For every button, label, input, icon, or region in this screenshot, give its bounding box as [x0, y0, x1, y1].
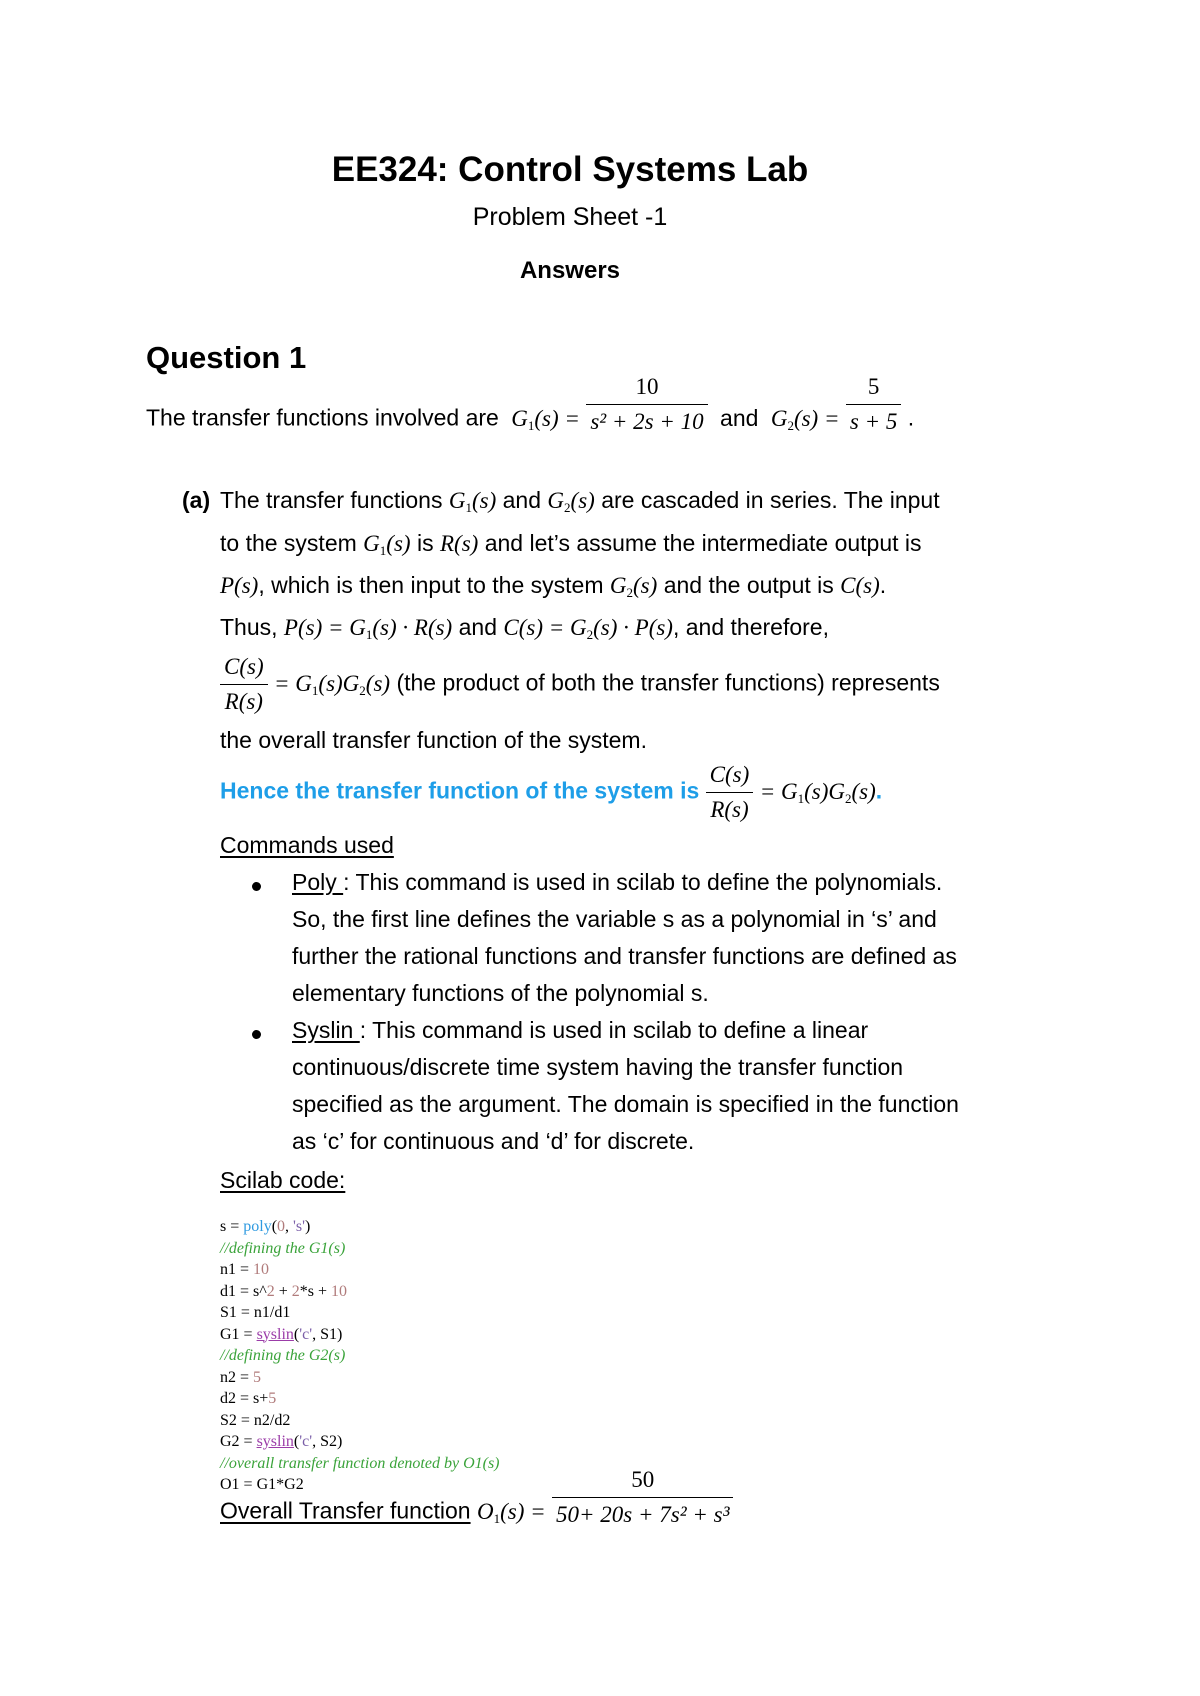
line2-text-c: and let’s assume the intermediate output is	[484, 530, 922, 556]
overall-denominator: 50+ 20s + 7s² + s³	[556, 1502, 730, 1527]
part-a-line-1: The transfer functions $G_1(s)$ and $G_2(s)$ are cascaded in series. The input	[220, 487, 940, 515]
code-line: G2 = syslin('c', S2)	[220, 1433, 343, 1450]
command-poly-text-1: : This command is used in scilab to define the polynomials.	[343, 869, 943, 895]
command-syslin-text-1: : This command is used in scilab to define a linear	[359, 1017, 869, 1043]
command-syslin-name: Syslin	[292, 1017, 360, 1043]
overall-label: Overall Transfer function	[220, 1497, 471, 1524]
answers-heading: Answers	[519, 257, 621, 284]
command-syslin-line-4: as ‘c’ for continuous and ‘d’ for discrete.	[292, 1128, 695, 1154]
commands-heading: Commands used	[220, 832, 394, 858]
hence-line: Hence the transfer function of the system is $\frac{C(s)}{R(s)}$ = $G_1(s)G_2(s)$.	[220, 760, 882, 825]
overall-numerator: 50	[552, 1465, 733, 1498]
bullet-icon	[252, 1030, 261, 1039]
code-line: d2 = s+5	[220, 1390, 277, 1407]
g2-numerator: 5	[846, 372, 901, 405]
code-line: s = poly(0, 's')	[220, 1218, 311, 1235]
hence-fraction: $\frac{C(s)}{R(s)}$	[706, 760, 754, 825]
ratio-fraction: $\frac{C(s)}{R(s)}$	[220, 652, 268, 717]
overall-fraction	[552, 1465, 733, 1530]
part-a-line-5: $\frac{C(s)}{R(s)}$ = $G_1(s)G_2(s)$ (the product of both the transfer functions) represents	[220, 652, 940, 717]
line1-text-a: The transfer functions	[220, 487, 443, 513]
command-poly-line-1	[292, 869, 942, 896]
part-a-line-3: P(s), which is then input to the system $G_2(s)$ and the output is C(s).	[220, 572, 887, 600]
code-line: //defining the G1(s)	[220, 1239, 346, 1257]
g1-denominator: s² + 2s + 10	[590, 409, 704, 434]
line4-text-a: Thus,	[220, 614, 278, 640]
part-a-line-2: to the system $G_1(s)$ is R(s) and let’s assume the intermediate output is	[220, 530, 922, 558]
code-heading: Scilab code:	[220, 1167, 346, 1193]
g1-fraction	[586, 372, 707, 437]
part-a-label: (a)	[182, 487, 211, 513]
code-line: S2 = n2/d2	[220, 1411, 291, 1429]
command-poly-line-2: So, the first line defines the variable s as a polynomial in ‘s’ and	[292, 906, 937, 932]
line2-text-a: to the system	[220, 530, 357, 556]
page-title: EE324: Control Systems Lab	[331, 150, 809, 189]
hence-text: Hence the transfer function of the system is	[220, 777, 700, 804]
scilab-code-block	[220, 1216, 500, 1496]
code-line: n2 = 5	[220, 1368, 262, 1386]
code-line: S1 = n1/d1	[220, 1304, 291, 1321]
g2-denominator: s + 5	[849, 409, 898, 434]
part-a-line-4: Thus, $P(s) = G_1(s) \cdot R(s)$ and $C(s) = G_2(s) \cdot P(s)$, and therefore,	[220, 614, 829, 642]
command-poly-line-3: further the rational functions and transfer functions are defined as	[292, 943, 957, 969]
line1-text-c: are cascaded in series. The input	[601, 487, 940, 513]
line3-text-b: and the output is	[663, 572, 834, 598]
bullet-icon	[252, 882, 261, 891]
code-line: //overall transfer function denoted by O1(s)	[220, 1454, 500, 1472]
code-line: d1 = s^2 + 2*s + 10	[220, 1282, 348, 1300]
question-heading: Question 1	[146, 340, 307, 375]
code-line: //defining the G2(s)	[220, 1347, 346, 1364]
g1-numerator: 10	[586, 372, 707, 405]
page-subtitle: Problem Sheet -1	[472, 203, 668, 231]
line1-text-b: and	[502, 487, 542, 513]
line3-text-a: , which is then input to the system	[258, 572, 604, 598]
intro-line: The transfer functions involved are $G_1(s)$ = $\frac{10}{\text{s² + 2s + 10}}$ and $G_2(s)$ = $\frac{5}{s + 5}$ .	[146, 402, 914, 437]
g2-fraction	[846, 372, 901, 437]
command-syslin-line-3: specified as the argument. The domain is specified in the function	[292, 1091, 959, 1117]
intro-prefix: The transfer functions involved are	[146, 404, 499, 431]
code-line: O1 = G1*G2	[220, 1476, 304, 1493]
code-line: G1 = syslin('c', S1)	[220, 1325, 343, 1343]
line2-text-b: is	[416, 530, 434, 556]
overall-line: Overall Transfer function $O_1(s)$ = $\frac{50}{\text{50+ 20s + 7s² + s³}}$	[220, 1495, 733, 1530]
command-syslin-line-2: continuous/discrete time system having the transfer function	[292, 1054, 904, 1080]
command-poly-line-4: elementary functions of the polynomial s.	[292, 980, 709, 1006]
line5-text: (the product of both the transfer functions) represents	[396, 669, 940, 696]
part-a-line-6: the overall transfer function of the system.	[220, 727, 647, 753]
line4-text-c: , and therefore,	[672, 614, 829, 640]
line4-text-b: and	[458, 614, 497, 640]
command-syslin-line-1	[292, 1017, 868, 1044]
command-poly-name: Poly	[292, 869, 344, 895]
code-line: n1 = 10	[220, 1261, 270, 1278]
intro-and: and	[720, 404, 759, 431]
